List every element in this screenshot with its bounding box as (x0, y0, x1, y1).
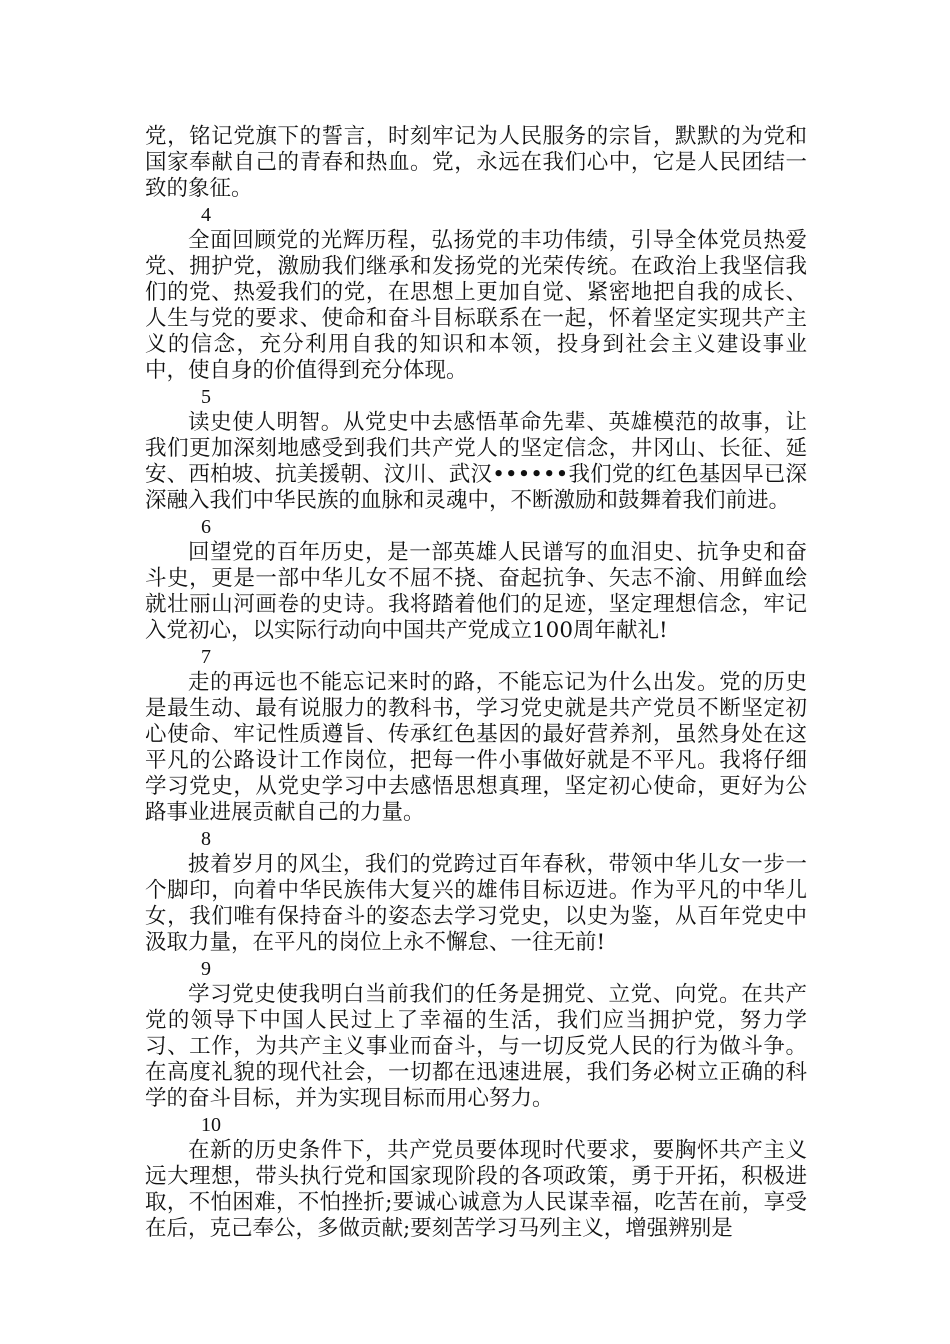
paragraph-4: 全面回顾党的光辉历程，弘扬党的丰功伟绩，引导全体党员热爱党、拥护党，激励我们继承和发扬党的光荣传统。在政治上我坚信我们的党、热爱我们的党，在思想上更加自觉、紧密地把自我的成长、人生与党的要求、使命和奋斗目标联系在一起，怀着坚定实现共产主义的信念，充分利用自我的知识和本领，投身到社会主义建设事业中，使自身的价值得到充分体现。 (145, 228, 807, 383)
paragraph-5: 读史使人明智。从党史中去感悟革命先辈、英雄模范的故事，让我们更加深刻地感受到我们共产党人的坚定信念，井冈山、长征、延安、西柏坡、抗美援朝、汶川、武汉••••••我们党的红色基因早已深深融入我们中华民族的血脉和灵魂中，不断激励和鼓舞着我们前进。 (145, 410, 807, 513)
paragraph-7: 走的再远也不能忘记来时的路，不能忘记为什么出发。党的历史是最生动、最有说服力的教科书，学习党史就是共产党员不断坚定初心使命、牢记性质遵旨、传承红色基因的最好营养剂，虽然身处在这平凡的公路设计工作岗位，把每一件小事做好就是不平凡。我将仔细学习党史，从党史学习中去感悟思想真理，坚定初心使命，更好为公路事业进展贡献自己的力量。 (145, 670, 807, 825)
section-number-4: 4 (201, 204, 211, 226)
section-number-7: 7 (201, 646, 211, 668)
paragraph-6: 回望党的百年历史，是一部英雄人民谱写的血泪史、抗争史和奋斗史，更是一部中华儿女不屈不挠、奋起抗争、矢志不渝、用鲜血绘就壮丽山河画卷的史诗。我将踏着他们的足迹，坚定理想信念，牢记入党初心，以实际行动向中国共产党成立100周年献礼! (145, 540, 807, 643)
document-body (145, 124, 807, 1242)
paragraph-8: 披着岁月的风尘，我们的党跨过百年春秋，带领中华儿女一步一个脚印，向着中华民族伟大复兴的雄伟目标迈进。作为平凡的中华儿女，我们唯有保持奋斗的姿态去学习党史，以史为鉴，从百年党史中汲取力量，在平凡的岗位上永不懈怠、一往无前! (145, 852, 807, 955)
paragraph-continued: 党，铭记党旗下的誓言，时刻牢记为人民服务的宗旨，默默的为党和国家奉献自己的青春和热血。党，永远在我们心中，它是人民团结一致的象征。 (145, 124, 807, 201)
section-number-9: 9 (201, 958, 211, 980)
paragraph-10: 在新的历史条件下，共产党员要体现时代要求，要胸怀共产主义远大理想，带头执行党和国家现阶段的各项政策，勇于开拓，积极进取，不怕困难，不怕挫折;要诚心诚意为人民谋幸福，吃苦在前，享受在后，克己奉公，多做贡献;要刻苦学习马列主义，增强辨别是 (145, 1138, 807, 1241)
section-number-6: 6 (201, 516, 211, 538)
paragraph-9: 学习党史使我明白当前我们的任务是拥党、立党、向党。在共产党的领导下中国人民过上了幸福的生活，我们应当拥护党，努力学习、工作，为共产主义事业而奋斗，与一切反党人民的行为做斗争。在高度礼貌的现代社会，一切都在迅速进展，我们务必树立正确的科学的奋斗目标，并为实现目标而用心努力。 (145, 982, 807, 1111)
section-number-8: 8 (201, 828, 211, 850)
section-number-10: 10 (201, 1114, 221, 1136)
section-number-5: 5 (201, 386, 211, 408)
